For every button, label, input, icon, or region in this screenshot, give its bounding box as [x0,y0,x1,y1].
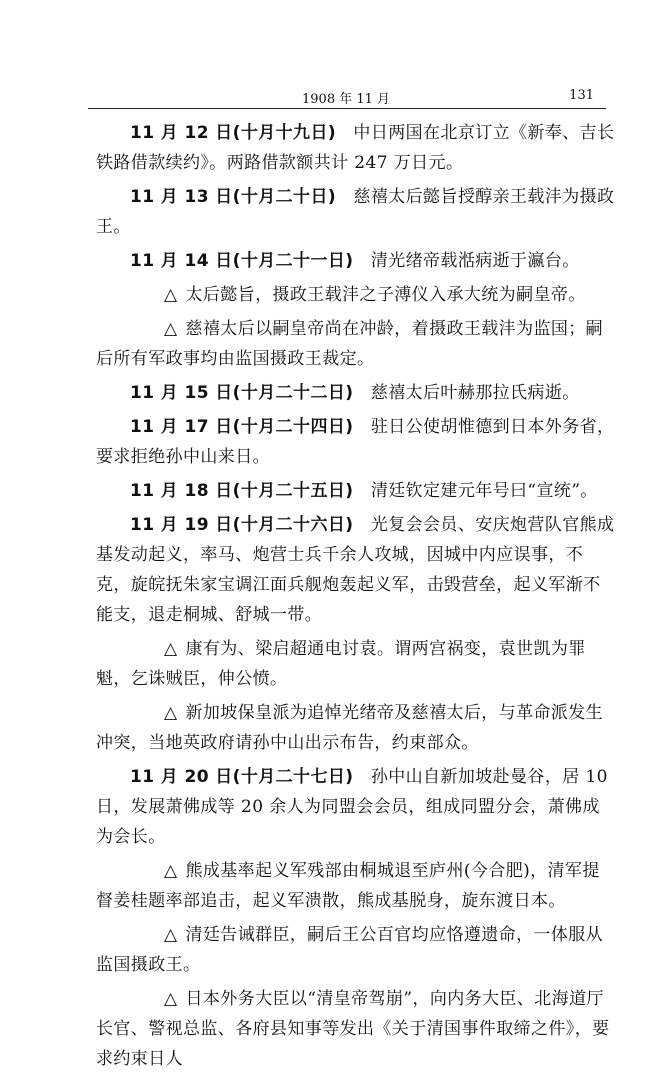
entry-date: 11 月 15 日(十月二十二日) [130,383,354,403]
chronicle-entry [96,762,616,852]
chronicle-entry [96,476,616,506]
entry-text: 日本外务大臣以“清皇帝驾崩”，向内务大臣、北海道厅长官、警视总监、各府县知事等发出《关于清国事件取缔之件》，要求约束日人 [96,989,610,1069]
chronicle-entry [96,920,616,980]
entry-date: 11 月 13 日(十月二十日) [130,187,337,207]
triangle-marker-icon: △ [164,989,178,1009]
chronicle-entry [96,182,616,242]
entry-text: 康有为、梁启超通电讨袁。谓两宫祸变，袁世凯为罪魁，乞诛贼臣，伸公愤。 [96,639,586,689]
chronicle-entry [96,510,616,630]
chronicle-entry [96,246,616,276]
entry-date: 11 月 12 日(十月十九日) [130,123,337,143]
entry-text: 慈禧太后叶赫那拉氏病逝。 [370,383,580,403]
chronicle-entry [96,314,616,374]
entry-text: 光复会会员、安庆炮营队官熊成基发动起义，率马、炮营士兵千余人攻城，因城中内应误事，不克，旋皖抚朱家宝调江面兵舰炮轰起义军，击毁营垒，起义军渐不能支，退走桐城、舒城一带。 [96,515,615,625]
page-number: 131 [569,88,594,103]
chronicle-entry [96,118,616,178]
chronicle-entry [96,984,616,1074]
chronicle-body [96,118,616,1078]
triangle-marker-icon: △ [164,319,178,339]
chronicle-entry [96,634,616,694]
entry-date: 11 月 19 日(十月二十六日) [130,515,354,535]
triangle-marker-icon: △ [164,861,178,881]
entry-text: 熊成基率起义军残部由桐城退至庐州(今合肥)，清军提督姜桂题率部追击，起义军溃散，熊成基脱身，旋东渡日本。 [96,861,600,911]
entry-text: 慈禧太后以嗣皇帝尚在冲龄，着摄政王载沣为监国；嗣后所有军政事均由监国摄政王裁定。 [96,319,604,369]
entry-date: 11 月 17 日(十月二十四日) [130,417,354,437]
entry-date: 11 月 20 日(十月二十七日) [130,767,354,787]
chronicle-entry [96,412,616,472]
entry-text: 太后懿旨，摄政王载沣之子溥仪入承大统为嗣皇帝。 [185,285,586,305]
entry-date: 11 月 14 日(十月二十一日) [130,251,354,271]
entry-date: 11 月 18 日(十月二十五日) [130,481,354,501]
entry-text: 新加坡保皇派为追悼光绪帝及慈禧太后，与革命派发生冲突，当地英政府请孙中山出示布告，约束部众。 [96,703,604,753]
chronicle-entry [96,378,616,408]
entry-text: 清廷钦定建元年号曰“宣统”。 [370,481,598,501]
entry-text: 慈禧太后懿旨授醇亲王载沣为摄政王。 [96,187,615,237]
entry-text: 驻日公使胡惟德到日本外务省，要求拒绝孙中山来日。 [96,417,615,467]
entry-text: 清光绪帝载湉病逝于瀛台。 [370,251,580,271]
triangle-marker-icon: △ [164,639,178,659]
header-title: 1908 年 11 月 [302,92,391,107]
chronicle-entry [96,856,616,916]
running-header [88,86,606,109]
triangle-marker-icon: △ [164,285,178,305]
chronicle-entry [96,280,616,310]
entry-text: 清廷告诫群臣，嗣后王公百官均应恪遵遗命，一体服从监国摄政王。 [96,925,604,975]
entry-text: 中日两国在北京订立《新奉、吉长铁路借款续约》。两路借款额共计 247 万日元。 [96,123,615,173]
entry-text: 孙中山自新加坡赴曼谷，居 10 日，发展萧佛成等 20 余人为同盟会会员，组成同盟分会，萧佛成为会长。 [96,767,608,847]
chronicle-entry [96,698,616,758]
triangle-marker-icon: △ [164,703,178,723]
triangle-marker-icon: △ [164,925,178,945]
